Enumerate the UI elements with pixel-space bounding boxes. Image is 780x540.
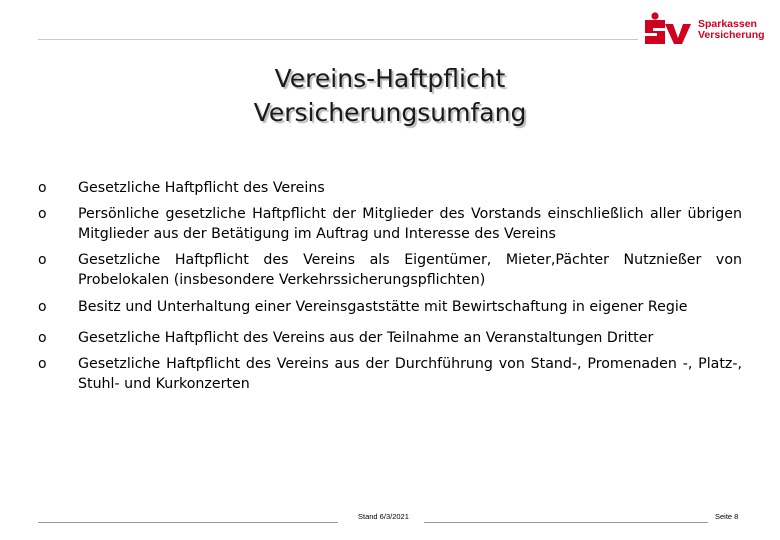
sparkassen-versicherung-logo xyxy=(643,10,763,46)
bullet-marker: o xyxy=(38,356,47,372)
list-item xyxy=(38,250,742,290)
list-item xyxy=(38,292,742,322)
logo-line-2: Versicherung xyxy=(698,29,765,41)
page-title xyxy=(0,62,780,130)
bullet-marker: o xyxy=(38,299,47,315)
logo-line-1: Sparkassen xyxy=(698,18,757,30)
list-item xyxy=(38,354,742,394)
list-item xyxy=(38,178,742,198)
list-item-text: Gesetzliche Haftpflicht des Vereins aus der Durchführung von Stand-, Promenaden -, Platz-, Stuhl- und Kurkonzerten xyxy=(78,356,742,392)
bullet-marker: o xyxy=(38,252,47,268)
coverage-list xyxy=(38,178,742,394)
list-item xyxy=(38,328,742,348)
footer-date: Stand 6/3/2021 xyxy=(358,512,409,521)
list-item-text: Persönliche gesetzliche Haftpflicht der Mitglieder des Vorstands einschließlich aller übrigen Mitglieder aus der Betätigung im Auftrag und Interesse des Vereins xyxy=(78,206,742,242)
footer-page-number: Seite 8 xyxy=(715,512,739,521)
sv-logo-icon xyxy=(643,10,695,46)
logo-wordmark xyxy=(698,19,765,41)
bullet-marker: o xyxy=(38,206,47,222)
title-line-1: Vereins-Haftpflicht xyxy=(274,64,506,93)
header-rule xyxy=(38,39,638,40)
list-item-text: Besitz und Unterhaltung einer Vereinsgaststätte mit Bewirtschaftung in eigener Regie xyxy=(78,299,688,315)
list-item xyxy=(38,204,742,244)
list-item-text: Gesetzliche Haftpflicht des Vereins aus der Teilnahme an Veranstaltungen Dritter xyxy=(78,330,654,346)
list-item-text: Gesetzliche Haftpflicht des Vereins xyxy=(78,180,325,196)
footer-rule-middle xyxy=(424,522,708,523)
title-line-2: Versicherungsumfang xyxy=(253,98,527,127)
bullet-marker: o xyxy=(38,330,47,346)
list-item-text: Gesetzliche Haftpflicht des Vereins als Eigentümer, Mieter,Pächter Nutznießer von Probelokalen (insbesondere Verkehrssicherungspflichten) xyxy=(78,252,742,288)
footer-rule-left xyxy=(38,522,338,523)
bullet-marker: o xyxy=(38,180,47,196)
